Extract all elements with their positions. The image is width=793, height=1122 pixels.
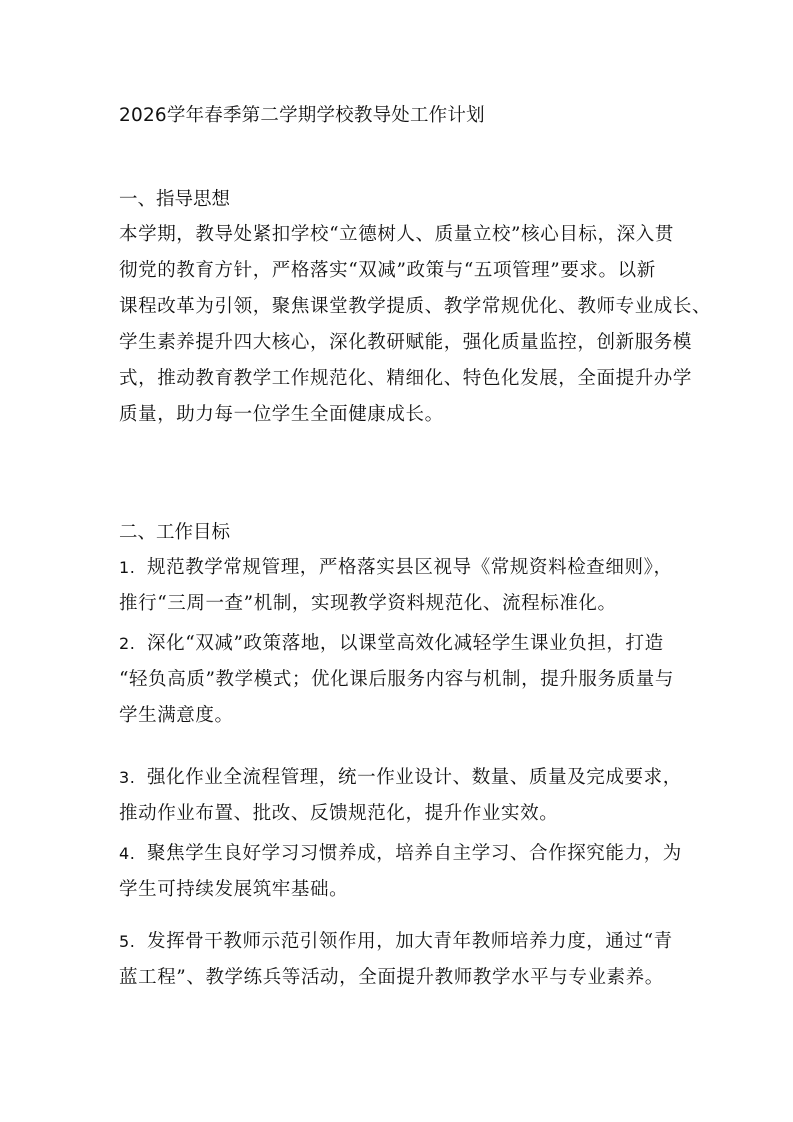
paragraph-line: 学生素养提升四大核心，深化教研赋能，强化质量监控，创新服务模	[119, 332, 693, 353]
goal-line	[119, 550, 677, 586]
goal-text: 发挥骨干教师示范引领作用，加大青年教师培养力度，通过“青	[147, 931, 673, 952]
guiding-ideology-paragraph	[119, 217, 712, 433]
section-heading-work-goals: 二、工作目标	[119, 522, 231, 543]
goal-number: 5.	[119, 932, 136, 951]
goal-text: 聚焦学生良好学习习惯养成，培养自主学习、合作探究能力，为	[147, 843, 682, 864]
goal-line: 蓝工程”、教学练兵等活动，全面提升教师教学水平与专业素养。	[119, 967, 664, 988]
goal-item-3	[119, 760, 682, 832]
goal-line	[119, 836, 682, 872]
paragraph-line: 式，推动教育教学工作规范化、精细化、特色化发展，全面提升办学	[119, 368, 693, 389]
goal-line	[119, 626, 677, 662]
goal-line	[119, 760, 682, 796]
paragraph-line: 彻党的教育方针，严格落实“双减”政策与“五项管理”要求。以新	[119, 260, 656, 281]
paragraph-line: 质量，助力每一位学生全面健康成长。	[119, 404, 444, 425]
goal-number: 3.	[119, 768, 136, 787]
goal-line: 推动作业布置、批改、反馈规范化，提升作业实效。	[119, 803, 559, 824]
section-heading-guiding-ideology: 一、指导思想	[119, 189, 231, 210]
document-title: 2026学年春季第二学期学校教导处工作计划	[119, 105, 485, 126]
goal-line	[119, 924, 677, 960]
goal-line: 学生可持续发展筑牢基础。	[119, 879, 349, 900]
goal-line: 推行“三周一查”机制，实现教学资料规范化、流程标准化。	[119, 593, 617, 614]
goal-item-4	[119, 836, 682, 908]
goal-number: 2.	[119, 634, 136, 653]
goal-line: 学生满意度。	[119, 705, 234, 726]
goal-item-5	[119, 924, 677, 996]
goal-text: 规范教学常规管理，严格落实县区视导《常规资料检查细则》，	[147, 557, 673, 578]
goal-number: 4.	[119, 844, 136, 863]
paragraph-line: 本学期，教导处紧扣学校“立德树人、质量立校”核心目标，深入贯	[119, 224, 674, 245]
goal-text: 强化作业全流程管理，统一作业设计、数量、质量及完成要求，	[147, 767, 682, 788]
goal-text: 深化“双减”政策落地，以课堂高效化减轻学生课业负担，打造	[147, 633, 664, 654]
goal-line: “轻负高质”教学模式；优化课后服务内容与机制，提升服务质量与	[119, 669, 674, 690]
goal-item-2	[119, 626, 677, 734]
goal-item-1	[119, 550, 677, 622]
paragraph-line: 课程改革为引领，聚焦课堂教学提质、教学常规优化、教师专业成长、	[119, 296, 712, 317]
goal-number: 1.	[119, 558, 136, 577]
